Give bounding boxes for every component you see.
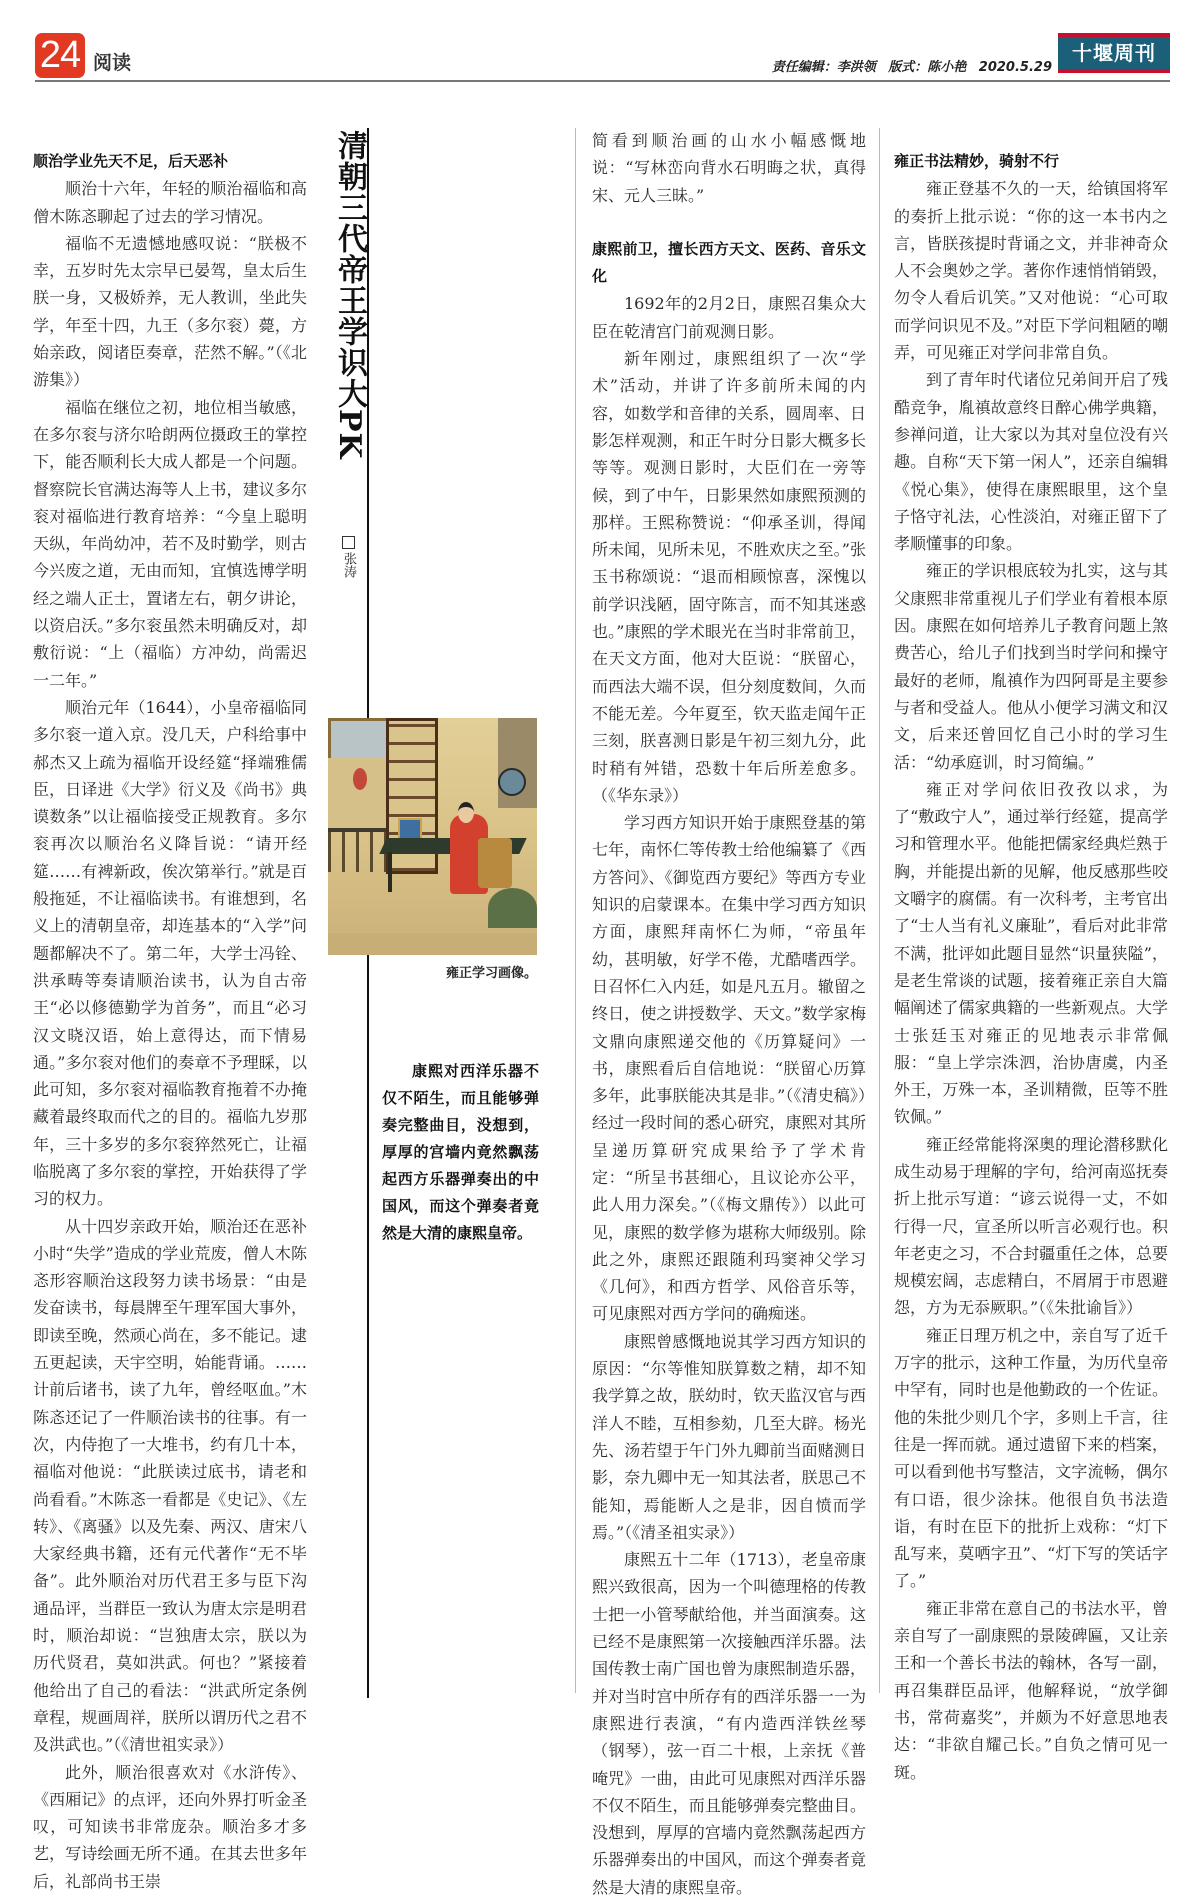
section-heading-shunzhi: 顺治学业先天不足，后天恶补 [33,152,229,170]
paragraph: 雍正登基不久的一天，给镇国将军的奏折上批示说：“你的这一本书内之言，皆朕孩提时背诵之文，并非神奇众人不会奥妙之学。著你作速悄悄销毁，勿令人看后讥笑。”又对他说：“心可取而学问识见不及。”对臣下学问粗陋的嘲弄，可见雍正对学问非常自负。 [894,179,1168,363]
paragraph: 雍正日理万机之中，亲自写了近千万字的批示，这种工作量，为历代皇帝中罕有，同时也是他勤政的一个佐证。他的朱批少则几个字，多则上千言，往往是一挥而就。通过遗留下来的档案，可以看到他书写整洁，文字流畅，偶尔有口语，很少涂抹。他很自负书法造诣，有时在臣下的批折上戏称：“灯下乱写来，莫哂字丑”、“灯下写的笑话字了。” [894,1325,1168,1591]
article-column-3 [894,148,1168,1786]
column-divider [879,128,880,1693]
paragraph: 顺治元年（1644），小皇帝福临同多尔衮一道入京。没几天，户科给事中郝杰又上疏为福临开设经筵“择端雅儒臣，日译进《大学》衍义及《尚书》典谟数条”以让福临接受正规教育。多尔衮再次以顺治名义降旨说：“请开经筵……有裨新政，俟次第举行。”就是百般拖延，不让福临读书。有谁想到，名义上的清朝皇帝，却连基本的“入学”问题都解决不了。第二年，大学士冯铨、洪承畴等奏请顺治读书，认为自古帝王“必以修德勤学为首务”，而且“必习汉文晓汉语，始上意得达，而下情易通。”多尔衮对他们的奏章不予理睬，以此可知，多尔衮对福临教育拖着不办掩藏着最终取而代之的目的。福临九岁那年，三十多岁的多尔衮猝然死亡，让福临脱离了多尔衮的掌控，开始获得了学习的权力。 [33,697,307,1209]
article-column-1 [33,148,307,1895]
author-byline [339,536,358,578]
header-divider [35,80,1170,82]
paragraph: 此外，顺治很喜欢对《水浒传》、《西厢记》的点评，还向外界打听金圣叹，可知读书非常庞杂。顺治多才多艺，写诗绘画无所不通。在其去世多年后，礼部尚书王崇 [33,1762,307,1891]
author-name: 张涛 [341,552,356,578]
paragraph: 福临不无遗憾地感叹说：“朕极不幸，五岁时先太宗早已晏驾，皇太后生朕一身，又极娇养，无人教训，坐此失学，年至十四，九王（多尔衮）薨，方始亲政，阅诸臣奏章，茫然不解。”（《北游集》） [33,233,307,390]
newspaper-logo: 十堰周刊 [1058,33,1170,73]
paragraph-continued: 简看到顺治画的山水小幅感慨地说：“写林峦向背水石明晦之状，真得宋、元人三昧。” [592,131,866,205]
paragraph: 雍正对学问依旧孜孜以求，为了“敷政宁人”，通过举行经筵，提高学习和管理水平。他能把儒家经典烂熟于胸，并能提出新的见解，他反感那些咬文嚼字的腐儒。有一次科考，主考官出了“士人当有礼义廉耻”，看后对此非常不满，批评如此题目显然“识量狭隘”，是老生常谈的试题，接着雍正亲自大篇幅阐述了儒家典籍的一些新观点。大学士张廷玉对雍正的见地表示非常佩服：“皇上学宗洙泗，治协唐虞，内圣外王，万殊一本，圣训精微，臣等不胜钦佩。” [894,779,1168,1127]
paragraph: 1692年的2月2日，康熙召集众大臣在乾清宫门前观测日影。 [592,294,866,341]
paragraph: 雍正经常能将深奥的理论潜移默化成生动易于理解的字句，给河南巡抚奏折上批示写道：“谚云说得一丈，不如行得一尺，宣圣所以听言必观行也。积年老吏之习，不合封疆重任之体，总要规模宏阔，志虑精白，不屑屑于市恩避怨，方为无忝厥职。”（《朱批谕旨》） [894,1134,1168,1318]
paragraph: 到了青年时代诸位兄弟间开启了残酷竞争，胤禛故意终日醉心佛学典籍，参禅问道，让大家以为其对皇位没有兴趣。自称“天下第一闲人”，还亲自编辑《悦心集》，使得在康熙眼里，这个皇子恪守礼法，心性淡泊，对雍正留下了孝顺懂事的印象。 [894,370,1168,554]
paragraph: 学习西方知识开始于康熙登基的第七年，南怀仁等传教士给他编纂了《西方答问》、《御览西方要纪》等西方专业知识的启蒙课本。在集中学习西方知识方面，康熙拜南怀仁为师，“帝虽年幼，甚明敏，好学不倦，尤酷嗜西学。日召怀仁入内廷，如是凡五月。辙留之终日，使之讲授数学、天文。”数学家梅文鼎向康熙递交他的《历算疑问》一书，康熙看后自信地说：“朕留心历算多年，此事朕能决其是非。”（《清史稿》）经过一段时间的悉心研究，康熙对其所呈递历算研究成果给予了学术肯定：“所呈书甚细心，且议论亦公平，此人用力深矣。”（《梅文鼎传》）以此可见，康熙的数学修为堪称大师级别。除此之外，康熙还跟随利玛窦神父学习《几何》，和西方哲学、风俗音乐等，可见康熙对西方学问的确痴迷。 [592,813,866,1324]
paragraph: 顺治十六年，年轻的顺治福临和高僧木陈忞聊起了过去的学习情况。 [33,179,307,226]
editor-credits [764,56,1052,75]
page-number-badge: 24 [35,33,85,78]
column-divider [575,128,576,1693]
paragraph: 康熙五十二年（1713），老皇帝康熙兴致很高，因为一个叫德理格的传教士把一小管琴献给他，并当面演奏。这已经不是康熙第一次接触西洋乐器。法国传教士南广国也曾为康熙制造乐器，并对当时宫中所存有的西洋乐器一一为康熙进行表演，“有内造西洋铁丝琴（钢琴），弦一百二十根，上亲抚《普唵咒》一曲，由此可见康熙对西洋乐器不仅不陌生，而且能够弹奏完整曲目。没想到，厚厚的宫墙内竟然飘荡起西方乐器弹奏出的中国风，而这个弹奏者竟然是大清的康熙皇帝。 [592,1550,866,1897]
layout-name: 版式：陈小艳 [888,60,967,75]
paragraph: 康熙曾感慨地说其学习西方知识的原因：“尔等惟知朕算数之精，却不知我学算之故，朕幼时，钦天监汉官与西洋人不睦，互相参劾，几至大辟。杨光先、汤若望于午门外九卿前当面赌测日影，奈九卿中无一知其法者，朕思己不能知，焉能断人之是非，因自愤而学焉。”（《清圣祖实录》） [592,1331,866,1542]
article-title: 清朝三代帝王学识大PK [332,130,367,460]
section-heading-kangxi: 康熙前卫，擅长西方天文、医药、音乐文化 [592,239,866,286]
paragraph: 新年刚过，康熙组织了一次“学术”活动，并讲了许多前所未闻的内容，如数学和音律的关系，圆周率、日影怎样观测，和正午时分日影大概多长等等。观测日影时，大臣们在一旁等候，到了中午，日影果然如康熙预测的那样。王熙称赞说：“仰承圣训，得闻所未闻，见所未见，不胜欢庆之至。”张玉书称颂说：“退而相顾惊喜，深愧以前学识浅陋，固守陈言，而不知其迷惑也。”康熙的学术眼光在当时非常前卫，在天文方面，他对大臣说：“朕留心，而西法大端不误，但分刻度数间，久而不能无差。今年夏至，钦天监走闻午正三刻，朕喜测日影是午初三刻九分，此时稍有舛错，恐数十年后所差愈多。（《华东录》） [592,349,866,805]
section-name: 阅读 [93,52,132,74]
yongzheng-study-painting [328,718,537,955]
pull-quote: 康熙对西洋乐器不仅不陌生，而且能够弹奏完整曲目，没想到，厚厚的宫墙内竟然飘荡起西方乐器弹奏出的中国风，而这个弹奏者竟然是大清的康熙皇帝。 [382,1062,539,1242]
issue-date: 2020.5.29 [978,60,1052,75]
paragraph: 福临在继位之初，地位相当敏感，在多尔衮与济尔哈朗两位摄政王的掌控下，能否顺利长大成人都是一个问题。督察院长官满达海等人上书，建议多尔衮对福临进行教育培养：“今皇上聪明天纵，年尚幼冲，若不及时勤学，则古今兴废之道，无由而知，宜慎选博学明经之端人正士，置诸左右，朝夕讲论，以资启沃。”多尔衮虽然未明确反对，却敷衍说：“上（福临）方冲幼，尚需迟一二年。” [33,397,307,690]
editor-name: 责任编辑：李洪领 [771,60,876,75]
article-column-2 [592,127,866,1901]
paragraph: 从十四岁亲政开始，顺治还在恶补小时“失学”造成的学业荒废，僧人木陈忞形容顺治这段努力读书场景：“由是发奋读书，每晨牌至午理军国大事外，即读至晚，然顽心尚在，多不能记。逮五更起读，天宇空明，始能背诵。……计前后诸书，读了九年，曾经呕血。”木陈忞还记了一件顺治读书的往事。有一次，内侍抱了一大堆书，约有几十本，福临对他说：“此朕读过底书，请老和尚看看。”木陈忞一看都是《史记》、《左转》、《离骚》以及先秦、两汉、唐宋八大家经典书籍，还有元代著作“无不毕备”。此外顺治对历代君王多与臣下沟通品评，当群臣一致认为唐太宗是明君时，顺治却说：“岂独唐太宗，朕以为历代贤君，莫如洪武。何也？”紧接着他给出了自己的看法：“洪武所定条例章程，规画周祥，朕所以谓历代之君不及洪武也。”（《清世祖实录》） [33,1216,307,1755]
section-heading-yongzheng: 雍正书法精妙，骑射不行 [894,152,1060,170]
byline-box-icon [342,536,355,549]
image-caption: 雍正学习画像。 [445,966,537,981]
paragraph: 雍正的学识根底较为扎实，这与其父康熙非常重视儿子们学业有着根本原因。康熙在如何培养儿子教育问题上煞费苦心，给儿子们找到当时学问和操守最好的老师，胤禛作为四阿哥是主要参与者和受益人。他从小便学习满文和汉文，后来还曾回忆自己小时的学习生活：“幼承庭训，时习简编。” [894,561,1168,772]
paragraph: 雍正非常在意自己的书法水平，曾亲自写了一副康熙的景陵碑匾，又让亲王和一个善长书法的翰林，各写一副，再召集群臣品评，他解释说，“放学御书，常荷嘉奖”，并颇为不好意思地表达：“非欲自耀己长。”自负之情可见一斑。 [894,1598,1168,1782]
